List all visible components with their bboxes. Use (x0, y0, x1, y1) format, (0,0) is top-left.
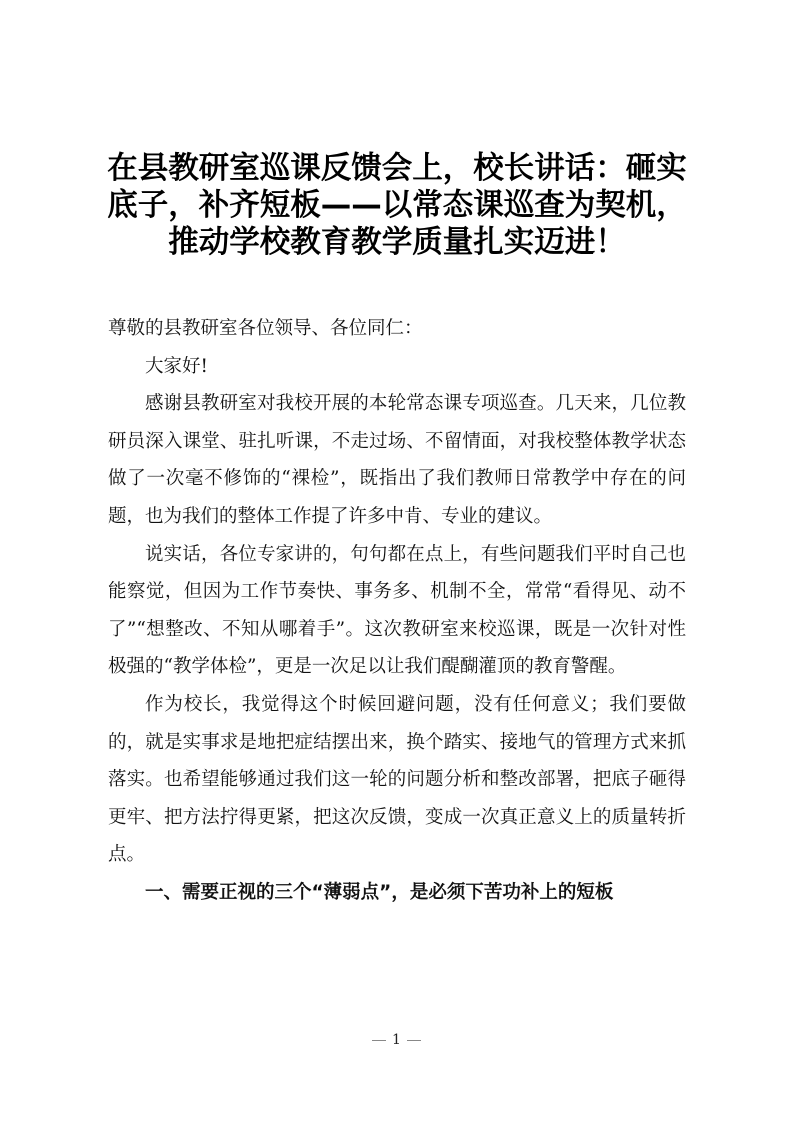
document-body (108, 310, 686, 912)
page-footer (0, 1032, 793, 1048)
section-heading: 一、需要正视的三个“薄弱点”，是必须下苦功补上的短板 (145, 881, 614, 903)
greeting: 大家好! (145, 355, 208, 377)
paragraph-1: 感谢县教研室对我校开展的本轮常态课专项巡查。几天来，几位教研员深入课堂、驻扎听课，不走过场、不留情面，对我校整体教学状态做了一次毫不修饰的“裸检”，既指出了我们教师日常教学中存在的问题，也为我们的整体工作提了许多中肯、专业的建议。 (108, 393, 686, 527)
page-number: 1 (392, 1032, 401, 1048)
paragraph-3: 作为校长，我觉得这个时候回避问题，没有任何意义；我们要做的，就是实事求是地把症结摆出来，换个踏实、接地气的管理方式来抓落实。也希望能够通过我们这一轮的问题分析和整改部署，把底子砸得更牢、把方法拧得更紧，把这次反馈，变成一次真正意义上的质量转折点。 (108, 693, 686, 866)
dash-left (372, 1040, 386, 1041)
salutation: 尊敬的县教研室各位领导、各位同仁： (108, 318, 423, 339)
document-title: 在县教研室巡课反馈会上，校长讲话：砸实底子，补齐短板——以常态课巡查为契机，推动学校教育教学质量扎实迈进！ (107, 151, 687, 260)
paragraph-2: 说实话，各位专家讲的，句句都在点上，有些问题我们平时自己也能察觉，但因为工作节奏快、事务多、机制不全，常常“看得见、动不了”“想整改、不知从哪着手”。这次教研室来校巡课，既是一次针对性极强的“教学体检”，更是一次足以让我们醍醐灌顶的教育警醒。 (108, 543, 686, 678)
dash-right (407, 1040, 421, 1041)
